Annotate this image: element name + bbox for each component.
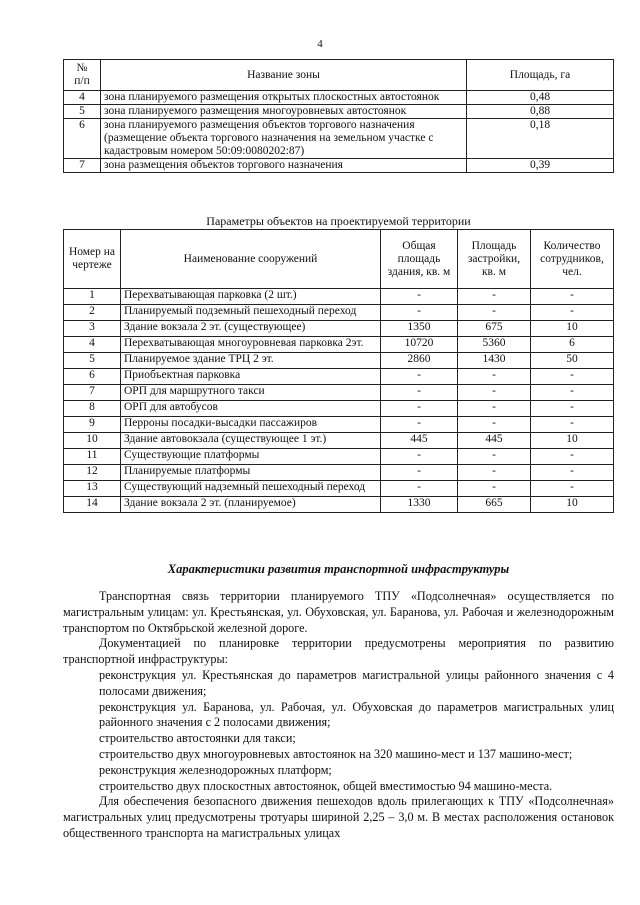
object-built-area: 675 [458, 321, 531, 337]
object-num: 1 [64, 289, 121, 305]
object-name: Перроны посадки-высадки пассажиров [121, 417, 381, 433]
zone-area: 0,88 [467, 105, 614, 119]
object-staff: - [531, 465, 614, 481]
object-total-area: - [381, 369, 458, 385]
paragraph: Для обеспечения безопасного движения пешеходов вдоль прилегающих к ТПУ «Подсолнечная» магистральных улиц предусмотрены тротуары шириной 2,25 – 3,0 м. В местах расположения остановок общественного транспорта на магистральных улицах [63, 794, 614, 840]
object-total-area: 1330 [381, 497, 458, 513]
object-total-area: - [381, 417, 458, 433]
objects-header-built-area: Площадь застройки, кв. м [458, 230, 531, 289]
object-built-area: 1430 [458, 353, 531, 369]
object-num: 5 [64, 353, 121, 369]
object-total-area: - [381, 385, 458, 401]
table-row [64, 119, 614, 159]
object-num: 13 [64, 481, 121, 497]
object-built-area: - [458, 305, 531, 321]
object-built-area: 665 [458, 497, 531, 513]
object-staff: - [531, 481, 614, 497]
table-row [64, 417, 614, 433]
paragraph: Документацией по планировке территории предусмотрены мероприятия по развитию транспортной инфраструктуры: [63, 636, 614, 667]
objects-header-name: Наименование сооружений [121, 230, 381, 289]
object-num: 6 [64, 369, 121, 385]
table-row [64, 497, 614, 513]
object-built-area: - [458, 465, 531, 481]
table-row [64, 321, 614, 337]
zones-header-row [64, 60, 614, 91]
object-total-area: - [381, 305, 458, 321]
object-built-area: - [458, 449, 531, 465]
object-total-area: - [381, 481, 458, 497]
object-staff: - [531, 305, 614, 321]
object-built-area: - [458, 369, 531, 385]
zones-table [63, 59, 614, 173]
objects-header-row [64, 230, 614, 289]
object-name: Здание вокзала 2 эт. (планируемое) [121, 497, 381, 513]
table-row [64, 353, 614, 369]
object-name: Здание автовокзала (существующее 1 эт.) [121, 433, 381, 449]
object-total-area: 1350 [381, 321, 458, 337]
object-built-area: - [458, 385, 531, 401]
table-row [64, 481, 614, 497]
object-staff: 6 [531, 337, 614, 353]
zone-name: зона размещения объектов торгового назначения [101, 159, 467, 173]
object-num: 3 [64, 321, 121, 337]
object-total-area: - [381, 401, 458, 417]
object-name: ОРП для маршрутного такси [121, 385, 381, 401]
object-built-area: - [458, 481, 531, 497]
zone-name: зона планируемого размещения многоуровневых автостоянок [101, 105, 467, 119]
object-built-area: - [458, 401, 531, 417]
table-row [64, 159, 614, 173]
object-built-area: - [458, 289, 531, 305]
object-staff: 10 [531, 433, 614, 449]
zones-header-area: Площадь, га [467, 60, 614, 91]
object-num: 9 [64, 417, 121, 433]
list-item: строительство двух многоуровневых автостоянок на 320 машино-мест и 137 машино-мест; [99, 746, 573, 761]
body-text [63, 589, 614, 842]
object-num: 4 [64, 337, 121, 353]
object-name: Перехватывающая парковка (2 шт.) [121, 289, 381, 305]
object-total-area: - [381, 465, 458, 481]
list-item: строительство двух плоскостных автостоянок, общей вместимостью 94 машино-места. [99, 778, 553, 793]
zone-num: 6 [64, 119, 101, 159]
object-total-area: - [381, 449, 458, 465]
object-num: 8 [64, 401, 121, 417]
zones-header-num: № п/п [64, 60, 101, 91]
object-name: Планируемые платформы [121, 465, 381, 481]
object-name: Планируемый подземный пешеходный переход [121, 305, 381, 321]
object-name: Здание вокзала 2 эт. (существующее) [121, 321, 381, 337]
object-staff: 10 [531, 321, 614, 337]
object-total-area: 445 [381, 433, 458, 449]
object-num: 2 [64, 305, 121, 321]
object-name: Перехватывающая многоуровневая парковка 2эт. [121, 337, 381, 353]
object-staff: 50 [531, 353, 614, 369]
object-name: Существующие платформы [121, 449, 381, 465]
table-row [64, 465, 614, 481]
objects-header-total-area: Общая площадь здания, кв. м [381, 230, 458, 289]
object-staff: - [531, 449, 614, 465]
zone-area: 0,18 [467, 119, 614, 159]
object-built-area: - [458, 417, 531, 433]
zones-header-name: Название зоны [101, 60, 467, 91]
table-row [64, 337, 614, 353]
object-num: 14 [64, 497, 121, 513]
object-built-area: 5360 [458, 337, 531, 353]
zone-num: 4 [64, 91, 101, 105]
object-staff: - [531, 369, 614, 385]
object-staff: - [531, 289, 614, 305]
section-title: Характеристики развития транспортной инфраструктуры [167, 562, 510, 576]
object-total-area: - [381, 289, 458, 305]
zone-num: 5 [64, 105, 101, 119]
zone-area: 0,48 [467, 91, 614, 105]
zone-name: зона планируемого размещения открытых плоскостных автостоянок [101, 91, 467, 105]
object-total-area: 10720 [381, 337, 458, 353]
object-num: 10 [64, 433, 121, 449]
table-row [64, 105, 614, 119]
object-num: 12 [64, 465, 121, 481]
table-row [64, 401, 614, 417]
object-staff: - [531, 385, 614, 401]
object-staff: - [531, 401, 614, 417]
table-row [64, 385, 614, 401]
object-name: Планируемое здание ТРЦ 2 эт. [121, 353, 381, 369]
object-num: 7 [64, 385, 121, 401]
objects-header-staff: Количество сотрудников, чел. [531, 230, 614, 289]
objects-header-num: Номер на чертеже [64, 230, 121, 289]
list-item: реконструкция железнодорожных платформ; [99, 762, 332, 777]
object-staff: 10 [531, 497, 614, 513]
object-name: Приобъектная парковка [121, 369, 381, 385]
list-item: реконструкция ул. Баранова, ул. Рабочая, ул. Обуховская до параметров магистральных улиц районного значения с 2 полосами движения; [99, 699, 614, 730]
objects-caption: Параметры объектов на проектируемой территории [206, 214, 471, 228]
table-row [64, 289, 614, 305]
objects-table [63, 229, 614, 513]
table-row [64, 369, 614, 385]
table-row [64, 449, 614, 465]
paragraph: Транспортная связь территории планируемого ТПУ «Подсолнечная» осуществляется по магистральным улицам: ул. Крестьянская, ул. Обуховская, ул. Баранова, ул. Рабочая и железнодорожным транспортом по Октябрьской железной дороге. [63, 589, 614, 635]
object-name: ОРП для автобусов [121, 401, 381, 417]
object-built-area: 445 [458, 433, 531, 449]
object-staff: - [531, 417, 614, 433]
list-item: строительство автостоянки для такси; [99, 731, 296, 746]
table-row [64, 433, 614, 449]
list-item: реконструкция ул. Крестьянская до параметров магистральной улицы районного значения с 4 полосами движения; [99, 667, 614, 698]
zone-name: зона планируемого размещения объектов торгового назначения (размещение объекта торгового назначения на земельном участке с кадастровым номером 50:09:0080202:87) [101, 119, 467, 159]
object-name: Существующий надземный пешеходный переход [121, 481, 381, 497]
zone-num: 7 [64, 159, 101, 173]
object-total-area: 2860 [381, 353, 458, 369]
page-number: 4 [317, 38, 323, 50]
zone-area: 0,39 [467, 159, 614, 173]
object-num: 11 [64, 449, 121, 465]
table-row [64, 91, 614, 105]
table-row [64, 305, 614, 321]
